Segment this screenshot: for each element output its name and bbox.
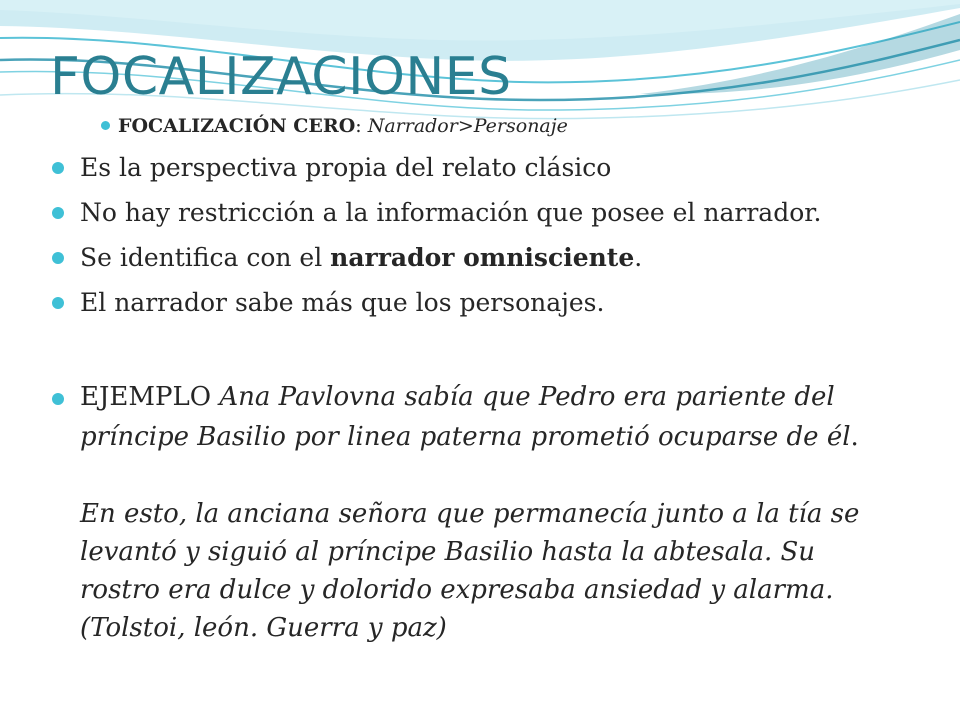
subheading-term: FOCALIZACIÓN CERO (118, 115, 356, 137)
subheading-relation: Narrador>Personaje (367, 115, 568, 137)
example-line-3: En esto, la anciana señora que permanecía junto a la tía se (80, 499, 860, 529)
slide-title: FOCALIZACIONES (50, 47, 512, 107)
bullet-text-omniscient (80, 241, 642, 275)
bullet-text-restriction: No hay restricción a la información que posee el narrador. (80, 198, 822, 227)
bullet-text-narrator-knows: El narrador sabe más que los personajes. (80, 288, 605, 317)
bullet-icon (52, 162, 64, 174)
bullet-icon (52, 207, 64, 219)
bullet-icon (52, 393, 64, 405)
example-line-4: levantó y siguió al príncipe Basilio hasta la abtesala. Su (80, 537, 816, 567)
bullet-icon (52, 252, 64, 264)
example-line-2 (80, 419, 859, 456)
bullet-text-prefix: Se identifica con el (80, 243, 331, 272)
example-line-5: rostro era dulce y dolorido expresaba ansiedad y alarma. (80, 575, 834, 605)
example-quote-start: Ana Pavlovna sabía que Pedro era pariente del (219, 382, 835, 412)
bullet-text-emphasis: narrador omnisciente (330, 243, 635, 272)
example-line-2-period: . (850, 422, 859, 452)
subheading (118, 112, 568, 140)
bullet-icon (52, 297, 64, 309)
example-citation: (Tolstoi, león. Guerra y paz) (80, 613, 447, 643)
subheading-bullet-icon (101, 121, 110, 130)
example-line-1 (80, 379, 835, 416)
example-quote-continued: príncipe Basilio por linea paterna prometió ocuparse de él (80, 422, 851, 452)
bullet-text-perspective: Es la perspectiva propia del relato clásico (80, 153, 612, 182)
subheading-separator: : (355, 115, 368, 137)
bullet-text-suffix: . (634, 243, 643, 272)
example-label: EJEMPLO (80, 382, 220, 412)
